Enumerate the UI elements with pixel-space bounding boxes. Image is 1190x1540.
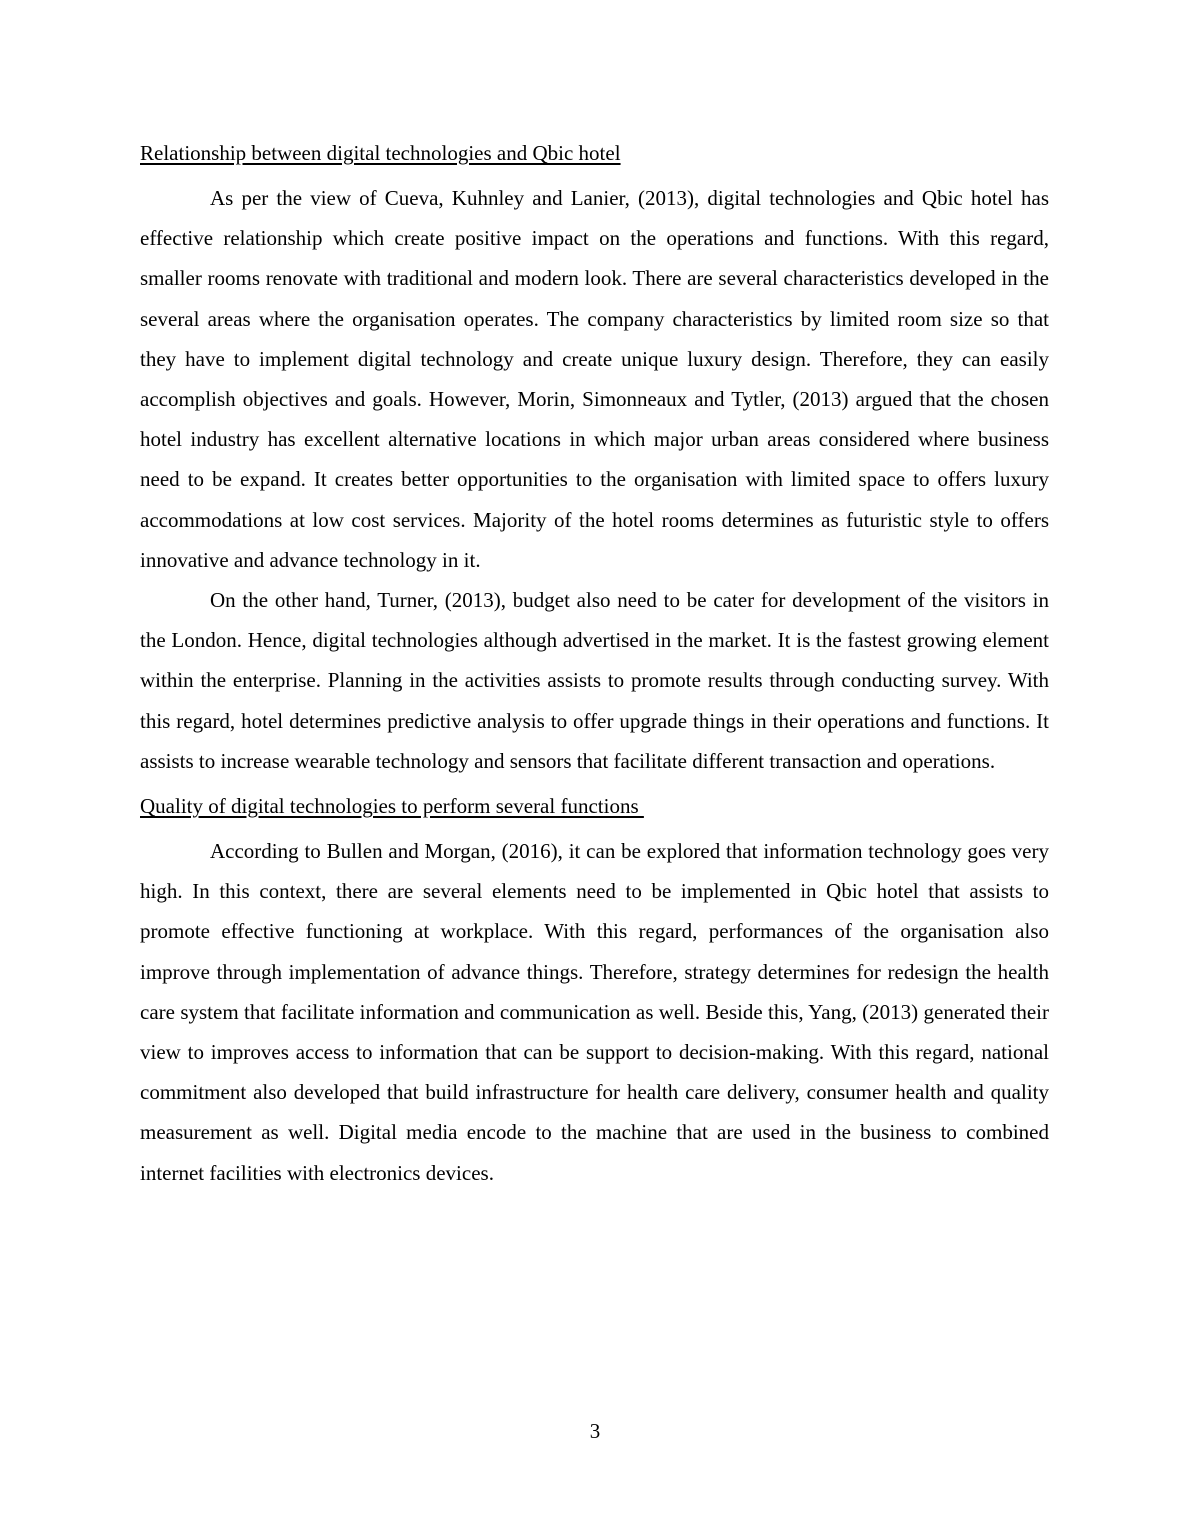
page-number: 3 xyxy=(589,1419,601,1443)
paragraph-relationship-1: As per the view of Cueva, Kuhnley and Lanier, (2013), digital technologies and Qbic hotel has effective relationship which create positive impact on the operations and functions. With this regard, smaller rooms renovate with traditional and modern look. There are several characteristics developed in the several areas where the organisation operates. The company characteristics by limited room size so that they have to implement digital technology and create unique luxury design. Therefore, they can easily accomplish objectives and goals. However, Morin, Simonneaux and Tytler, (2013) argued that the chosen hotel industry has excellent alternative locations in which major urban areas considered where business need to be expand. It creates better opportunities to the organisation with limited space to offers luxury accommodations at low cost services. Majority of the hotel rooms determines as futuristic style to offers innovative and advance technology in it. xyxy=(140,186,1049,572)
paragraph-quality-1: According to Bullen and Morgan, (2016), it can be explored that information technology goes very high. In this context, there are several elements need to be implemented in Qbic hotel that assists to promote effective functioning at workplace. With this regard, performances of the organisation also improve through implementation of advance things. Therefore, strategy determines for redesign the health care system that facilitate information and communication as well. Beside this, Yang, (2013) generated their view to improves access to information that can be support to decision-making. With this regard, national commitment also developed that build infrastructure for health care delivery, consumer health and quality measurement as well. Digital media encode to the machine that are used in the business to combined internet facilities with electronics devices. xyxy=(140,839,1049,1185)
page-content xyxy=(140,138,1049,1193)
paragraph-relationship-2: On the other hand, Turner, (2013), budget also need to be cater for development of the visitors in the London. Hence, digital technologies although advertised in the market. It is the fastest growing element within the enterprise. Planning in the activities assists to promote results through conducting survey. With this regard, hotel determines predictive analysis to offer upgrade things in their operations and functions. It assists to increase wearable technology and sensors that facilitate different transaction and operations. xyxy=(140,588,1049,773)
section-heading-relationship: Relationship between digital technologies and Qbic hotel xyxy=(140,141,621,165)
section-heading-quality: Quality of digital technologies to perform several functions xyxy=(140,794,644,819)
